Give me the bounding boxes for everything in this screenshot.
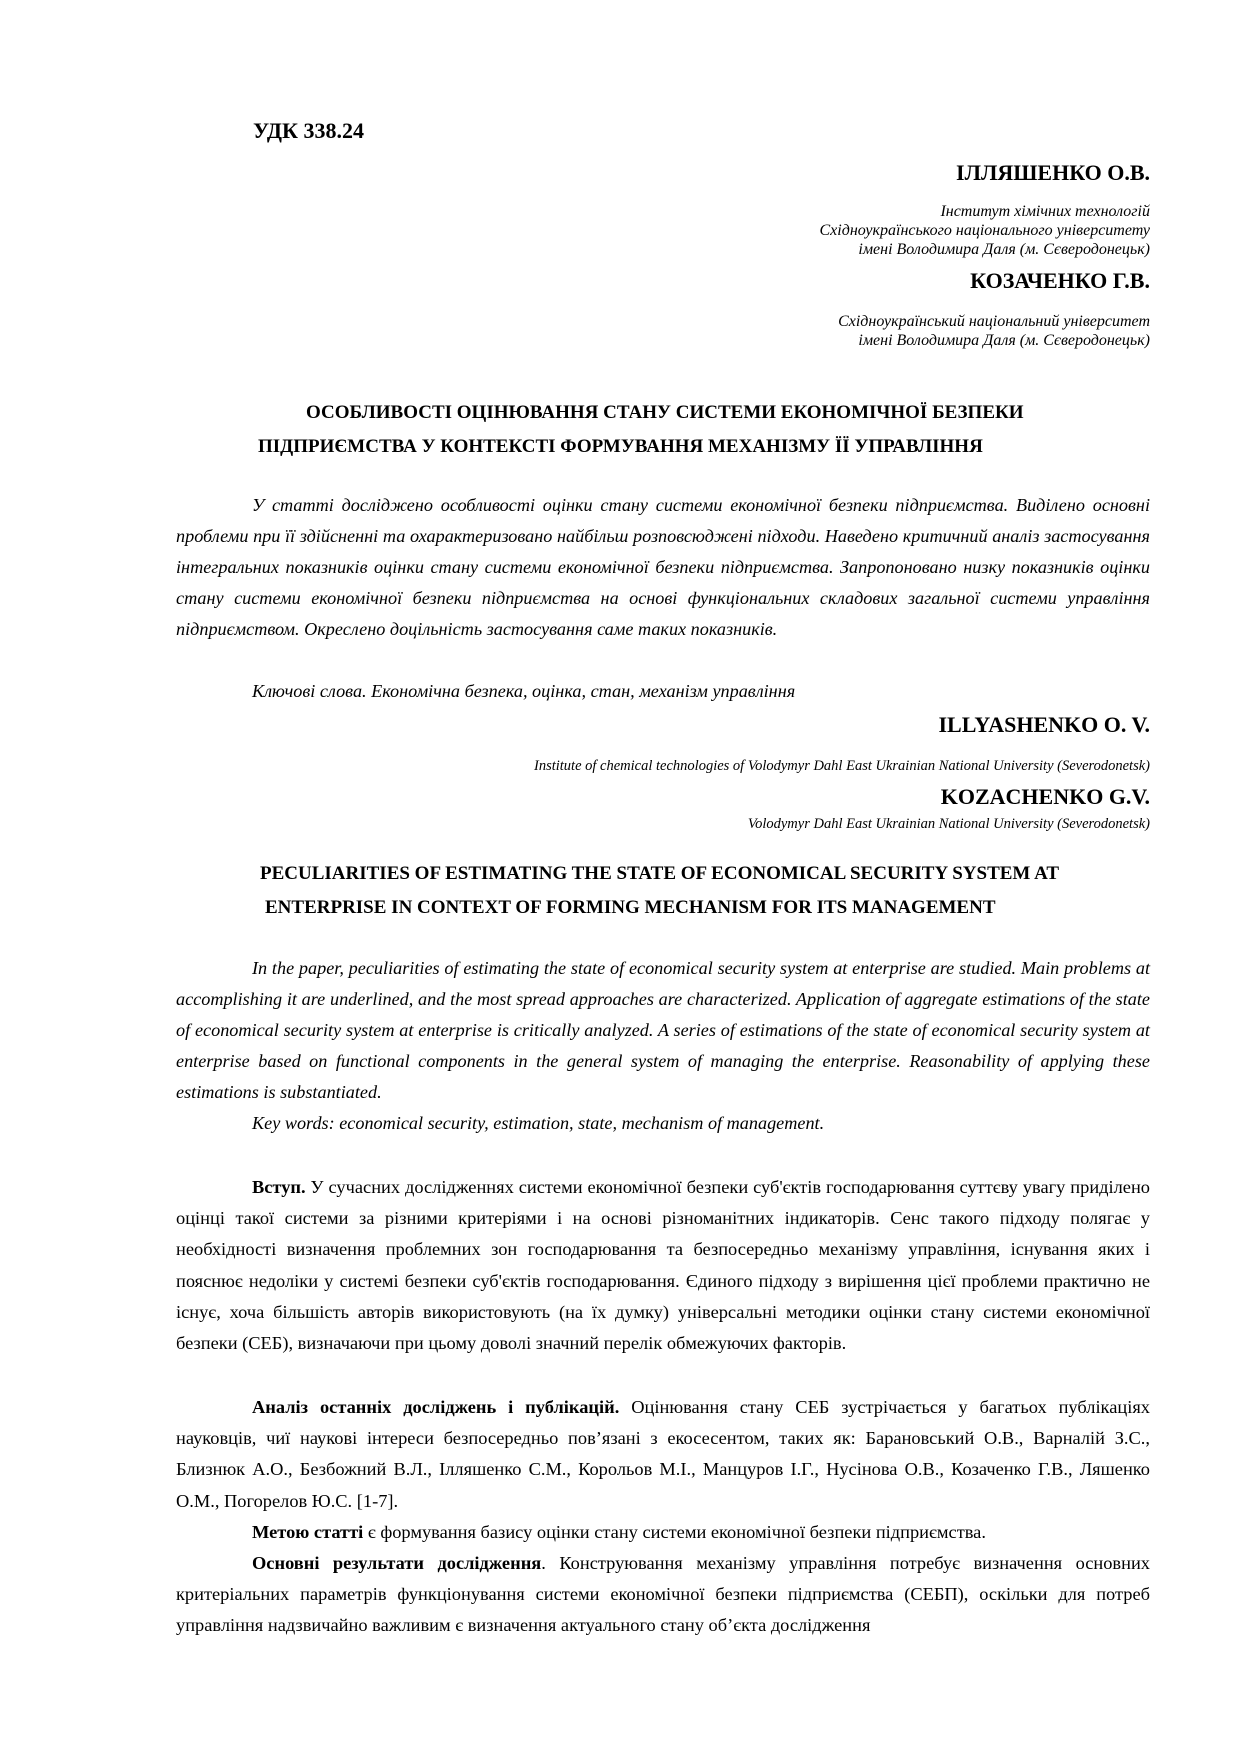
paper-title-en	[176, 857, 1150, 925]
section-text: . Конструювання механізму управління потребує визначення основних критеріальних параметрів функціонування системи економічної безпеки підприємства (СЕБП), оскільки для потреб управління надзвичайно важливим є визначення актуального стану об’єкта дослідження	[176, 1553, 1150, 1636]
section-text: є формування базису оцінки стану системи економічної безпеки підприємства.	[363, 1522, 986, 1542]
section-goal	[176, 1517, 1150, 1548]
author-1-affiliation-ua	[820, 202, 1151, 259]
title-line: ENTERPRISE IN CONTEXT OF FORMING MECHANISM FOR ITS MANAGEMENT	[265, 897, 996, 918]
keywords-en: Key words: economical security, estimation, state, mechanism of management.	[252, 1113, 825, 1133]
abstract-en: In the paper, peculiarities of estimating the state of economical security system at enterprise are studied. Main problems at accomplishing it are underlined, and the most spread approaches are characterized. Application of aggregate estimations of the state of economical security system at enterprise is critically analyzed. A series of estimations of the state of economical security system at enterprise based on functional components in the general system of managing the enterprise. Reasonability of applying these estimations is substantiated.	[176, 958, 1150, 1102]
keywords-ua: Ключові слова. Економічна безпека, оцінка, стан, механізм управління	[252, 681, 796, 701]
section-heading: Вступ.	[252, 1177, 306, 1197]
section-text: Оцінювання стану СЕБ зустрічається у багатьох публікаціях науковців, чиї наукові інтереси безпосередньо пов’язані з екосесентом, таких як: Барановський О.В., Варналій З.С., Близнюк А.О., Безбожний В.Л., Ілляшенко С.М., Корольов М.І., Манцуров І.Г., Нусінова О.В., Козаченко Г.В., Ляшенко О.М., Погорелов Ю.С. [1-7].	[176, 1397, 1150, 1511]
author-1-affiliation-en: Institute of chemical technologies of Volodymyr Dahl East Ukrainian National University (Severodonetsk)	[534, 758, 1150, 774]
affiliation-line: Інститут хімічних технологій	[940, 203, 1150, 220]
section-intro	[176, 1172, 1150, 1359]
title-line: PECULIARITIES OF ESTIMATING THE STATE OF ECONOMICAL SECURITY SYSTEM AT	[260, 863, 1060, 884]
author-2-affiliation-en: Volodymyr Dahl East Ukrainian National University (Severodonetsk)	[747, 816, 1150, 832]
title-line: ОСОБЛИВОСТІ ОЦІНЮВАННЯ СТАНУ СИСТЕМИ ЕКОНОМІЧНОЇ БЕЗПЕКИ	[306, 402, 1024, 423]
section-text: У сучасних дослідженнях системи економічної безпеки суб'єктів господарювання суттєву увагу приділено оцінці такої системи за різними критеріями і на основі різноманітних індикаторів. Сенс такого підходу полягає у необхідності визначення проблемних зон господарювання та безпосередньо механізму управління, існування яких і пояснює недоліки у системі безпеки суб'єктів господарювання. Єдиного підходу з вирішення цієї проблеми практично не існує, хоча більшість авторів використовують (на їх думку) універсальні методики оцінки стану системи економічної безпеки (СЕБ), визначаючи при цьому доволі значний перелік обмежуючих факторів.	[176, 1177, 1150, 1354]
section-heading: Метою статті	[252, 1522, 364, 1542]
udk-code: УДК 338.24	[253, 118, 365, 143]
affiliation-line: Східноукраїнського національного університету	[819, 222, 1150, 239]
author-1-name-ua: ІЛЛЯШЕНКО О.В.	[956, 160, 1150, 185]
section-heading: Аналіз останніх досліджень і публікацій.	[252, 1397, 620, 1417]
title-line: ПІДПРИЄМСТВА У КОНТЕКСТІ ФОРМУВАННЯ МЕХАНІЗМУ ЇЇ УПРАВЛІННЯ	[258, 436, 983, 457]
author-1-name-en: ILLYASHENKO O. V.	[938, 712, 1150, 737]
affiliation-line: імені Володимира Даля (м. Сєверодонецьк)	[858, 241, 1150, 258]
affiliation-line: Східноукраїнський національний університет	[838, 313, 1150, 330]
section-heading: Основні результати дослідження	[252, 1553, 542, 1573]
author-2-name-en: KOZACHENKO G.V.	[940, 784, 1150, 809]
section-results	[176, 1548, 1150, 1642]
abstract-ua: У статті досліджено особливості оцінки стану системи економічної безпеки підприємства. Виділено основні проблеми при її здійсненні та охарактеризовано найбільш розповсюджені підходи. Наведено критичний аналіз застосування інтегральних показників оцінки стану системи економічної безпеки підприємства. Запропоновано низку показників оцінки стану системи економічної безпеки підприємства на основі функціональних складових загальної системи управління підприємством. Окреслено доцільність застосування саме таких показників.	[176, 495, 1150, 639]
author-2-name-ua: КОЗАЧЕНКО Г.В.	[970, 268, 1150, 293]
section-analysis	[176, 1392, 1150, 1517]
author-2-affiliation-ua	[838, 312, 1150, 350]
paper-title-ua	[176, 396, 1150, 464]
affiliation-line: імені Володимира Даля (м. Сєверодонецьк)	[858, 332, 1150, 349]
